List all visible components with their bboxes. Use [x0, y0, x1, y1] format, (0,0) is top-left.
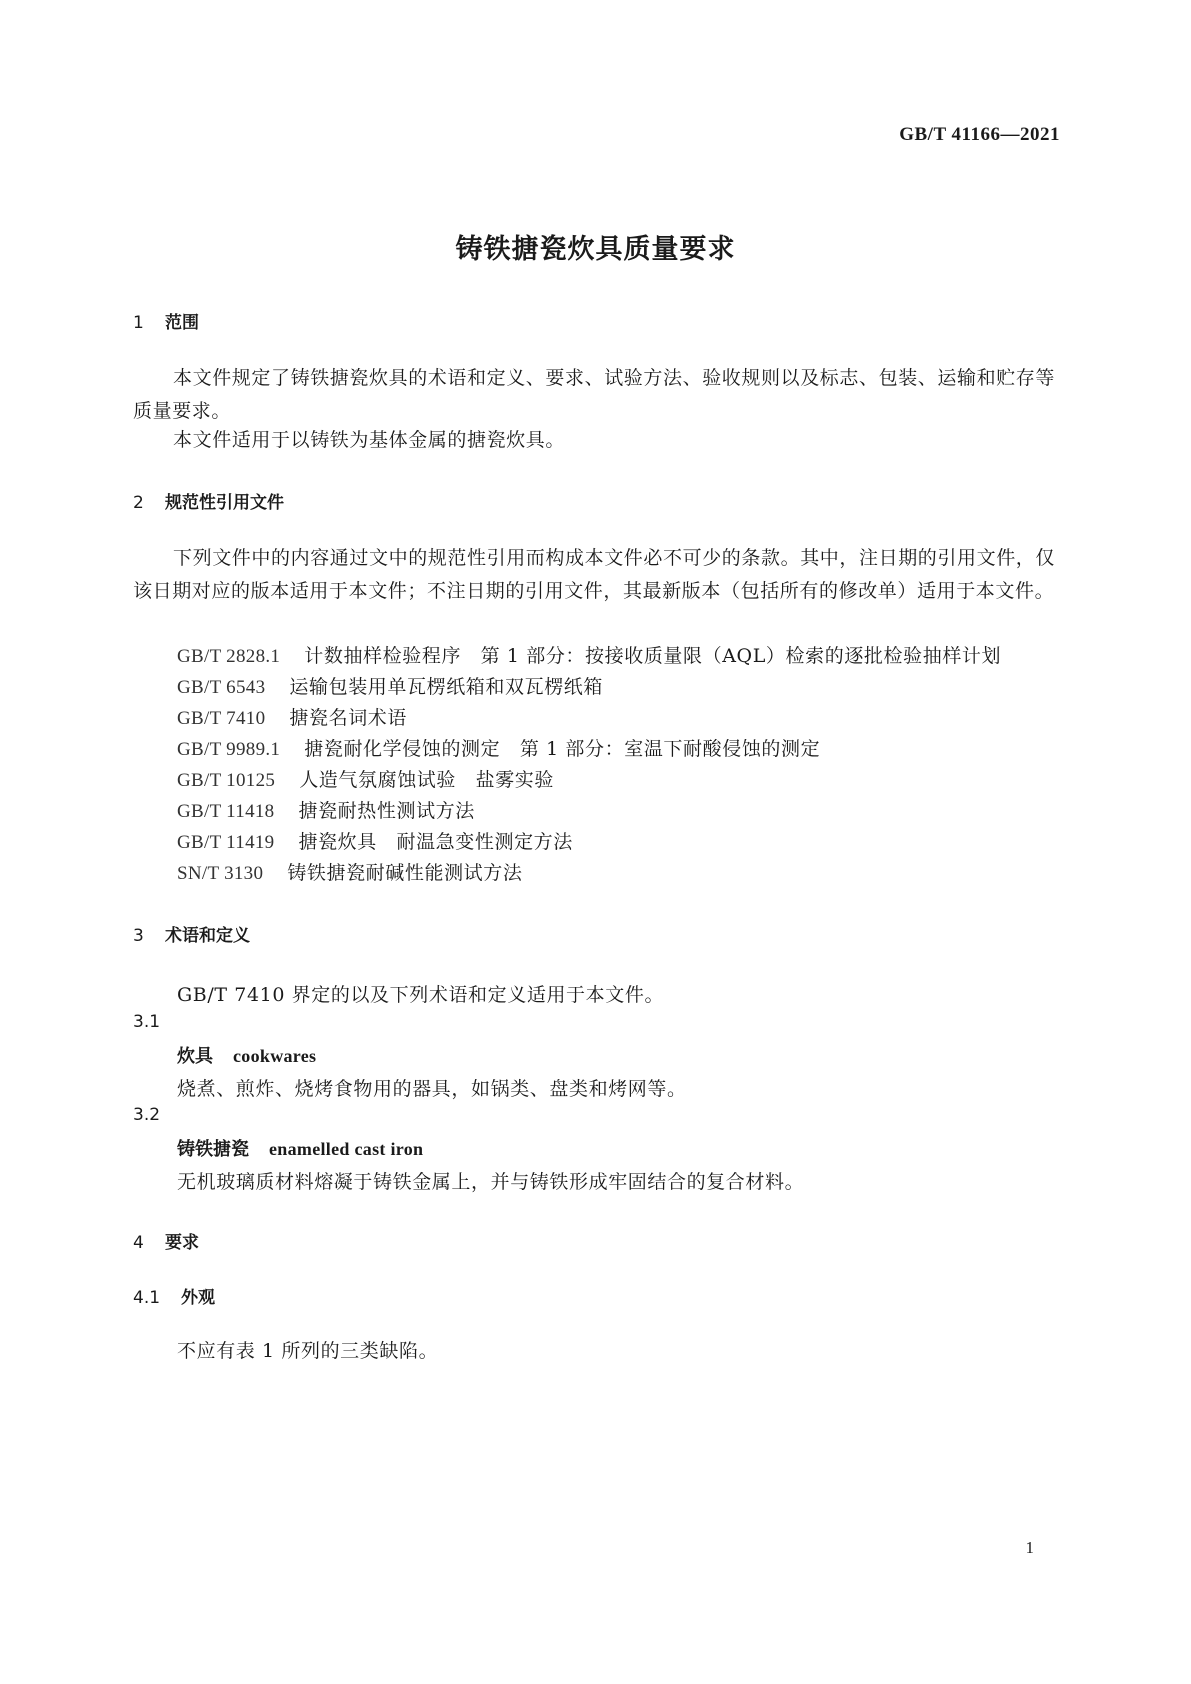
term-definition: 无机玻璃质材料熔凝于铸铁金属上，并与铸铁形成牢固结合的复合材料。 [177, 1171, 805, 1193]
section-2-intro: 下列文件中的内容通过文中的规范性引用而构成本文件必不可少的条款。其中，注日期的引用文件，仅该日期对应的版本适用于本文件；不注日期的引用文件，其最新版本（包括所有的修改单）适用于本文件。 [133, 547, 1056, 602]
reference-code: GB/T 10125 [177, 770, 276, 791]
reference-item [177, 672, 603, 699]
reference-title: 运输包装用单瓦楞纸箱和双瓦楞纸箱 [289, 676, 603, 698]
term-name [177, 1042, 316, 1068]
section-3-heading [133, 921, 250, 946]
section-number: 2 [133, 493, 144, 513]
reference-title: 搪瓷耐化学侵蚀的测定 第 1 部分：室温下耐酸侵蚀的测定 [304, 738, 821, 760]
term-english: enamelled cast iron [269, 1139, 424, 1159]
section-title: 术语和定义 [165, 926, 250, 946]
term-chinese: 铸铁搪瓷 [177, 1139, 249, 1160]
reference-item [177, 858, 522, 885]
standard-code: GB/T 41166—2021 [899, 124, 1060, 145]
reference-item [177, 765, 554, 792]
section-number: 4 [133, 1233, 144, 1253]
subsection-4-1-text: 不应有表 1 所列的三类缺陷。 [177, 1340, 439, 1362]
reference-item [177, 734, 820, 761]
page-number: 1 [1025, 1538, 1034, 1557]
reference-code: GB/T 2828.1 [177, 646, 281, 667]
reference-code: GB/T 6543 [177, 677, 266, 698]
subsection-4-1-heading [133, 1283, 215, 1308]
reference-item [177, 641, 1001, 668]
section-4-heading [133, 1228, 199, 1253]
reference-title: 搪瓷耐热性测试方法 [298, 800, 475, 822]
reference-code: GB/T 11419 [177, 832, 275, 853]
reference-code: GB/T 11418 [177, 801, 275, 822]
term-name [177, 1135, 423, 1161]
section-title: 范围 [165, 313, 199, 333]
section-1-paragraph-2: 本文件适用于以铸铁为基体金属的搪瓷炊具。 [173, 429, 566, 451]
reference-code: GB/T 7410 [177, 708, 266, 729]
section-number: 3 [133, 926, 144, 946]
reference-code: SN/T 3130 [177, 863, 264, 884]
term-definition: 烧煮、煎炸、烧烤食物用的器具，如锅类、盘类和烤网等。 [177, 1078, 687, 1100]
page-title: 铸铁搪瓷炊具质量要求 [455, 234, 736, 265]
section-title: 规范性引用文件 [165, 493, 284, 513]
term-chinese: 炊具 [177, 1046, 213, 1067]
term-number: 3.2 [133, 1105, 161, 1125]
reference-code: GB/T 9989.1 [177, 739, 281, 760]
section-1-heading [133, 308, 199, 333]
section-number: 1 [133, 313, 144, 333]
term-number: 3.1 [133, 1012, 161, 1032]
reference-title: 搪瓷名词术语 [289, 707, 407, 729]
reference-title: 搪瓷炊具 耐温急变性测定方法 [298, 831, 573, 853]
section-2-heading [133, 488, 284, 513]
reference-item [177, 796, 475, 823]
section-title: 要求 [165, 1233, 199, 1253]
reference-title: 计数抽样检验程序 第 1 部分：按接收质量限（AQL）检索的逐批检验抽样计划 [304, 645, 1002, 667]
section-3-intro: GB/T 7410 界定的以及下列术语和定义适用于本文件。 [177, 984, 665, 1006]
reference-title: 人造气氛腐蚀试验 盐雾实验 [299, 769, 554, 791]
reference-item [177, 827, 573, 854]
section-1-paragraph-1: 本文件规定了铸铁搪瓷炊具的术语和定义、要求、试验方法、验收规则以及标志、包装、运输和贮存等质量要求。 [133, 367, 1056, 422]
subsection-number: 4.1 [133, 1288, 161, 1308]
term-english: cookwares [233, 1046, 317, 1066]
subsection-title: 外观 [181, 1288, 215, 1308]
reference-item [177, 703, 407, 730]
reference-title: 铸铁搪瓷耐碱性能测试方法 [287, 862, 523, 884]
